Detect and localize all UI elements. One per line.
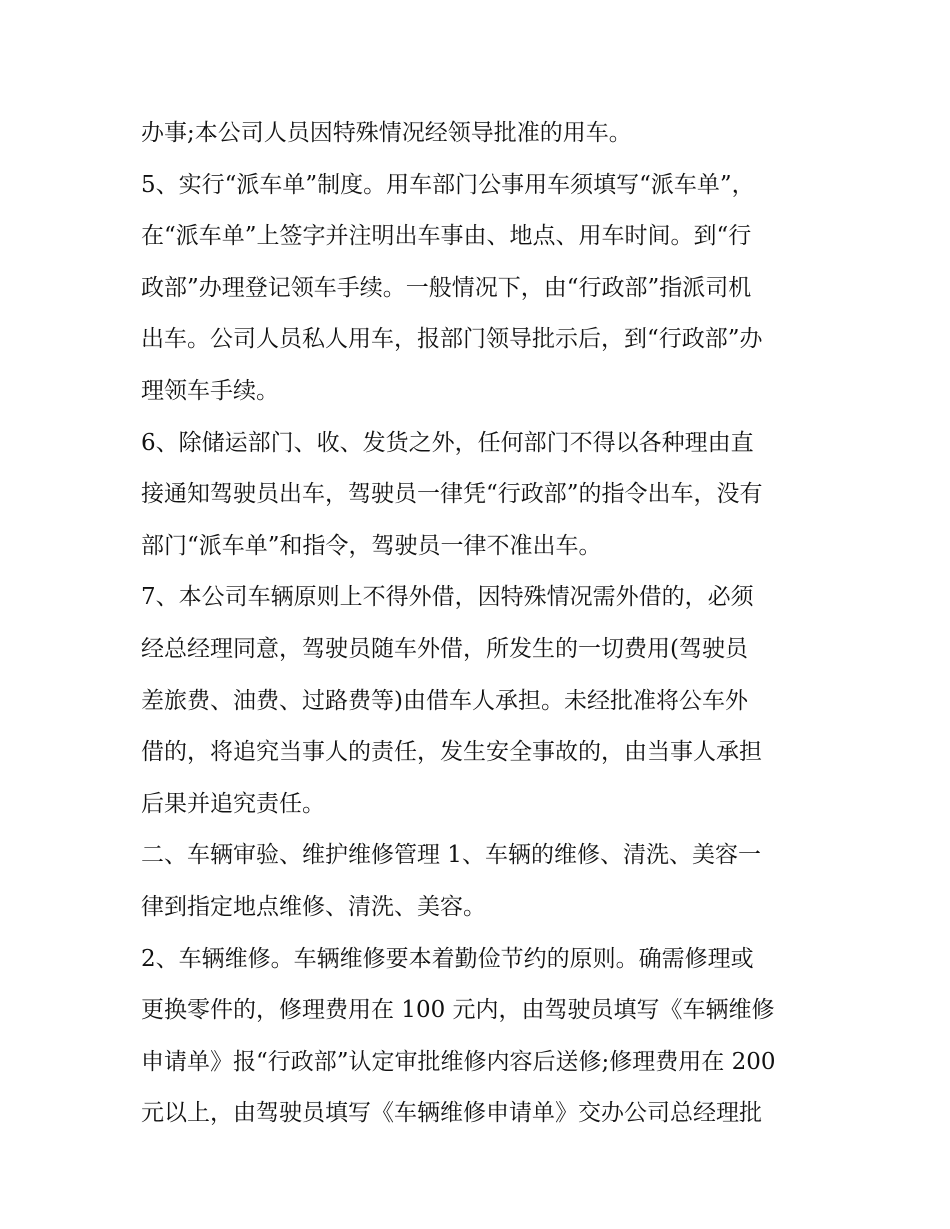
text-line: 律到指定地点维修、清洗、美容。 <box>141 893 486 920</box>
text-line: 申请单》报“行政部”认定审批维修内容后送修;修理费用在 200 <box>141 1048 776 1075</box>
text-line: 后果并追究责任。 <box>141 790 325 817</box>
text-line: 6、除储运部门、收、发货之外，任何部门不得以各种理由直 <box>141 429 754 456</box>
text-line: 2、车辆维修。车辆维修要本着勤俭节约的原则。确需修理或 <box>141 945 754 972</box>
text-line: 在“派车单”上签字并注明出车事由、地点、用车时间。到“行 <box>141 223 752 250</box>
text-line: 元以上，由驾驶员填写《车辆维修申请单》交办公司总经理批 <box>141 1100 762 1127</box>
text-line: 理领车手续。 <box>141 377 279 404</box>
text-line: 出车。公司人员私人用车，报部门领导批示后，到“行政部”办 <box>141 326 763 353</box>
text-line: 借的，将追究当事人的责任，发生安全事故的，由当事人承担 <box>141 739 762 766</box>
text-line: 更换零件的，修理费用在 100 元内，由驾驶员填写《车辆维修 <box>141 997 775 1024</box>
text-line: 7、本公司车辆原则上不得外借，因特殊情况需外借的，必须 <box>141 584 754 611</box>
text-line: 政部”办理登记领车手续。一般情况下，由“行政部”指派司机 <box>141 274 752 301</box>
text-line: 部门“派车单”和指令，驾驶员一律不准出车。 <box>141 532 602 559</box>
text-line: 接通知驾驶员出车，驾驶员一律凭“行政部”的指令出车，没有 <box>141 481 763 508</box>
document-body <box>141 108 821 1140</box>
text-line: 5、实行“派车单”制度。用车部门公事用车须填写“派车单”， <box>141 171 755 198</box>
text-line: 办事;本公司人员因特殊情况经领导批准的用车。 <box>141 120 632 146</box>
text-line: 二、车辆审验、维护维修管理 1、车辆的维修、清洗、美容一 <box>141 842 761 869</box>
text-line: 经总经理同意，驾驶员随车外借，所发生的一切费用(驾驶员 <box>141 635 748 662</box>
text-line: 差旅费、油费、过路费等)由借车人承担。未经批准将公车外 <box>141 687 748 714</box>
